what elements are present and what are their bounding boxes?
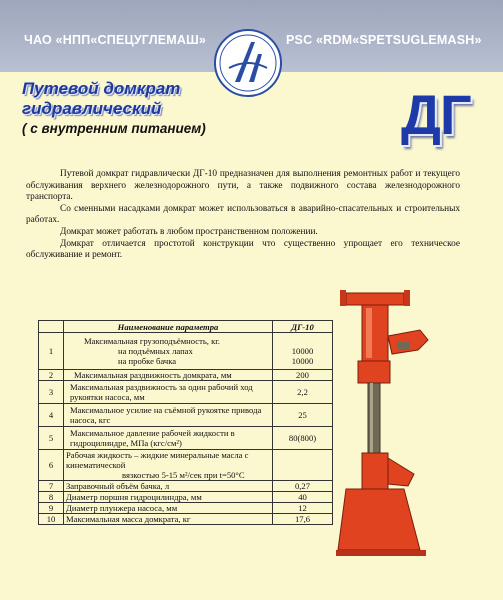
intro-text (26, 169, 460, 262)
table-row (39, 514, 333, 525)
header-name-cell: Наименование параметра (64, 321, 273, 333)
row-name-sub: на пробке бачка (118, 356, 177, 366)
header-right-text: PSC «RDM«SPETSUGLEMASH» (286, 33, 482, 47)
row-number: 10 (39, 514, 64, 525)
table-row (39, 503, 333, 514)
row-name-main: Максимальная грузоподъёмность, кг. (84, 336, 220, 346)
header-num-cell (39, 321, 64, 333)
row-value: 0,27 (273, 481, 333, 492)
table-row (39, 492, 333, 503)
row-name: Максимальное усилие на съёмной рукоятке привода насоса, кгс (64, 404, 273, 427)
specs-table (38, 320, 333, 525)
table-row (39, 333, 333, 370)
row-number: 3 (39, 381, 64, 404)
title-subtitle: ( с внутренним питанием) (22, 121, 206, 136)
row-value: 25 (273, 404, 333, 427)
table-row (39, 481, 333, 492)
row-value (273, 333, 333, 370)
row-value: 12 (273, 503, 333, 514)
row-value: 40 (273, 492, 333, 503)
row-value: 200 (273, 370, 333, 381)
company-logo-icon (213, 28, 283, 98)
model-mark: ДГ (401, 83, 471, 146)
row-number: 6 (39, 450, 64, 481)
row-name: Максимальное давление рабочей жидкости в гидроцилиндре, МПа (кгс/см²) (64, 427, 273, 450)
row-value: 17,6 (273, 514, 333, 525)
intro-paragraph: Со сменными насадками домкрат может использоваться в аварийно-спасательных и строительных работах. (26, 203, 460, 226)
title-line-1: Путевой домкрат (22, 79, 181, 98)
row-value (273, 450, 333, 481)
table-row (39, 381, 333, 404)
row-number: 2 (39, 370, 64, 381)
title-block (22, 79, 206, 136)
row-number: 1 (39, 333, 64, 370)
row-name: Максимальная раздвижность за один рабочий ход рукоятки насоса, мм (64, 381, 273, 404)
row-number: 9 (39, 503, 64, 514)
row-name-sub: на подъёмных лапах (118, 346, 193, 356)
row-number: 8 (39, 492, 64, 503)
row-name: Максимальная раздвижность домкрата, мм (64, 370, 273, 381)
intro-paragraph: Путевой домкрат гидравлически ДГ-10 предназначен для выполнения ремонтных работ и текущего обслуживания верхнего железнодорожного пути, а также подвижного состава железнодорожного транспорта. (26, 169, 460, 203)
row-name-main: Рабочая жидкость – жидкие минеральные масла с кинематической (66, 450, 249, 470)
title-line-2: гидравлический (22, 99, 162, 118)
table-row (39, 404, 333, 427)
table-row (39, 427, 333, 450)
row-number: 7 (39, 481, 64, 492)
row-name-sub: вязкостью 5-15 м²/сек при t=50°C (122, 470, 245, 480)
header-left-text: ЧАО «НПП«СПЕЦУГЛЕМАШ» (24, 33, 207, 47)
row-name: Максимальная масса домкрата, кг (64, 514, 273, 525)
table-header-row (39, 321, 333, 333)
row-value: 80(800) (273, 427, 333, 450)
row-value-2: 10000 (291, 356, 314, 366)
row-name (64, 450, 273, 481)
row-name (64, 333, 273, 370)
row-value: 2,2 (273, 381, 333, 404)
table-row (39, 370, 333, 381)
header-value-cell: ДГ-10 (273, 321, 333, 333)
table-row (39, 450, 333, 481)
row-number: 5 (39, 427, 64, 450)
row-number: 4 (39, 404, 64, 427)
row-name: Диаметр поршня гидроцилиндра, мм (64, 492, 273, 503)
intro-paragraph: Домкрат отличается простотой конструкции что существенно упрощает его техническое обслуживание и ремонт. (26, 238, 460, 261)
row-value-1: 10000 (291, 346, 314, 356)
intro-paragraph: Домкрат может работать в любом пространственном положении. (60, 226, 318, 237)
hydraulic-jack-icon (336, 288, 468, 560)
row-name: Диаметр плунжера насоса, мм (64, 503, 273, 514)
row-name: Заправочный объём бачка, л (64, 481, 273, 492)
